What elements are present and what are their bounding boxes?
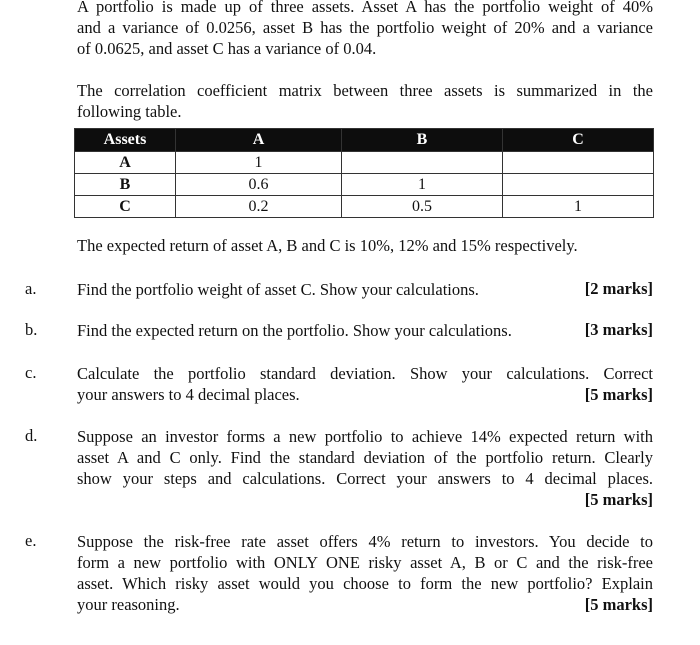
question-letter: e. bbox=[25, 531, 37, 550]
intro-line: and a variance of 0.0256, asset B has the portfolio weight of 20% and a variance bbox=[77, 18, 653, 37]
question-line: show your steps and calculations. Correct your answers to 4 decimal places. bbox=[77, 469, 653, 488]
question-line-wrap bbox=[77, 594, 653, 615]
question-line: form a new portfolio with ONLY ONE risky asset A, B or C and the risk-free bbox=[77, 553, 653, 572]
question-text bbox=[77, 279, 653, 300]
column-header: C bbox=[503, 129, 654, 152]
question-line: Calculate the portfolio standard deviation. Show your calculations. Correct bbox=[77, 364, 653, 383]
table-row bbox=[75, 196, 654, 218]
marks-label: [3 marks] bbox=[584, 320, 653, 339]
question-line: your reasoning. bbox=[77, 595, 180, 614]
column-header: A bbox=[176, 129, 342, 152]
table-cell bbox=[342, 152, 503, 174]
question-text bbox=[77, 531, 653, 615]
marks-label: [5 marks] bbox=[584, 490, 653, 509]
question-line: asset A and C only. Find the standard deviation of the portfolio return. Clearly bbox=[77, 448, 653, 467]
question-line: Find the portfolio weight of asset C. Show your calculations. bbox=[77, 280, 479, 299]
question-line: Find the expected return on the portfolio. Show your calculations. bbox=[77, 321, 512, 340]
intro-line: of 0.0625, and asset C has a variance of 0.04. bbox=[77, 39, 377, 58]
question-line: Suppose an investor forms a new portfolio to achieve 14% expected return with bbox=[77, 427, 653, 446]
table-cell: 0.5 bbox=[342, 196, 503, 218]
table-row bbox=[75, 152, 654, 174]
question-letter: c. bbox=[25, 363, 37, 382]
question-letter: a. bbox=[25, 279, 37, 298]
table-cell bbox=[503, 152, 654, 174]
marks-label: [5 marks] bbox=[584, 595, 653, 614]
table-cell: 0.6 bbox=[176, 174, 342, 196]
table-intro-line: The correlation coefficient matrix between three assets is summarized in the bbox=[77, 81, 653, 100]
marks-label: [2 marks] bbox=[584, 279, 653, 298]
row-header: A bbox=[75, 152, 176, 174]
table-cell bbox=[503, 174, 654, 196]
question-letter: b. bbox=[25, 320, 38, 339]
table-intro-line: following table. bbox=[77, 102, 182, 121]
intro-paragraph bbox=[77, 0, 653, 59]
table-cell: 0.2 bbox=[176, 196, 342, 218]
question-line: Suppose the risk-free rate asset offers 4% return to investors. You decide to bbox=[77, 532, 653, 551]
question-letter: d. bbox=[25, 426, 38, 445]
question-text bbox=[77, 426, 653, 510]
column-header: B bbox=[342, 129, 503, 152]
question-line-wrap bbox=[77, 384, 653, 405]
table-cell: 1 bbox=[503, 196, 654, 218]
correlation-matrix-table bbox=[74, 128, 654, 218]
marks-label: [5 marks] bbox=[584, 385, 653, 404]
table-row bbox=[75, 174, 654, 196]
question-text bbox=[77, 363, 653, 405]
row-header: C bbox=[75, 196, 176, 218]
table-intro-paragraph bbox=[77, 80, 653, 122]
table-cell: 1 bbox=[342, 174, 503, 196]
intro-line: A portfolio is made up of three assets. Asset A has the portfolio weight of 40% bbox=[77, 0, 653, 16]
row-header: B bbox=[75, 174, 176, 196]
column-header: Assets bbox=[75, 129, 176, 152]
question-text bbox=[77, 320, 653, 341]
question-line: asset. Which risky asset would you choose to form the new portfolio? Explain bbox=[77, 574, 653, 593]
table-header-row bbox=[75, 129, 654, 152]
expected-returns-text: The expected return of asset A, B and C is 10%, 12% and 15% respectively. bbox=[77, 236, 578, 255]
question-line: your answers to 4 decimal places. bbox=[77, 385, 300, 404]
table-cell: 1 bbox=[176, 152, 342, 174]
